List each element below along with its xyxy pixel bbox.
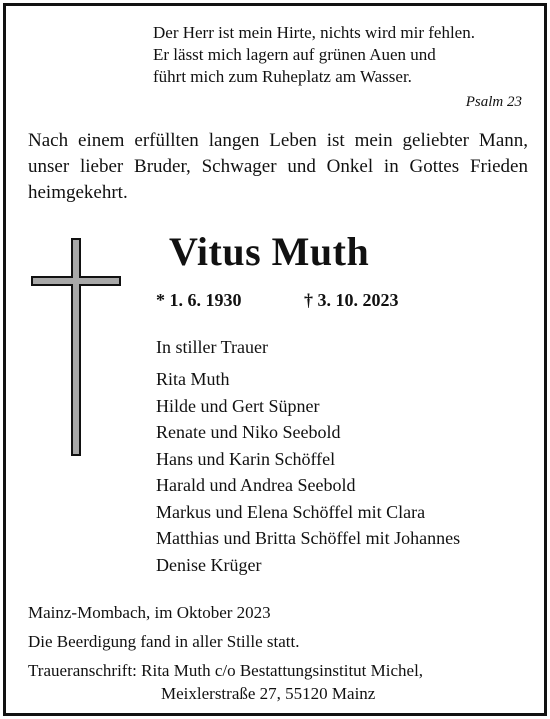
death-date: † 3. 10. 2023: [304, 290, 399, 310]
psalm-reference: Psalm 23: [465, 94, 522, 110]
address-line-2: Meixlerstraße 27, 55120 Mainz: [161, 684, 376, 703]
deceased-name: Vitus Muth: [169, 229, 370, 274]
obituary-card: [3, 3, 547, 716]
life-dates: [156, 289, 399, 311]
psalm-line: führt mich zum Ruheplatz am Wasser.: [153, 67, 412, 86]
list-item: Harald und Andrea Seebold: [156, 475, 356, 495]
intro-text: Nach einem erfüllten langen Leben ist mein geliebter Mann, unser lieber Bruder, Schwager und Onkel in Gottes Frieden heimgekehrt.: [28, 130, 528, 203]
list-item: Rita Muth: [156, 369, 230, 389]
list-item: Matthias und Britta Schöffel mit Johannes: [156, 528, 461, 548]
funeral-note: Die Beerdigung fand in aller Stille statt.: [28, 632, 300, 651]
psalm-quote: [153, 22, 533, 88]
mourners-list: [156, 366, 460, 578]
mourning-line: In stiller Trauer: [156, 337, 268, 357]
list-item: Renate und Niko Seebold: [156, 422, 341, 442]
list-item: Denise Krüger: [156, 554, 262, 575]
birth-date: * 1. 6. 1930: [156, 290, 242, 310]
place-date: Mainz-Mombach, im Oktober 2023: [28, 603, 271, 622]
address-line-1: Traueranschrift: Rita Muth c/o Bestattungsinstitut Michel,: [28, 661, 424, 680]
list-item: Hans und Karin Schöffel: [156, 448, 336, 469]
list-item: Hilde und Gert Süpner: [156, 395, 320, 416]
cross-icon: [31, 238, 121, 456]
psalm-line: Er lässt mich lagern auf grünen Auen und: [153, 45, 436, 64]
psalm-line: Der Herr ist mein Hirte, nichts wird mir fehlen.: [153, 23, 475, 42]
list-item: Markus und Elena Schöffel mit Clara: [156, 501, 426, 522]
